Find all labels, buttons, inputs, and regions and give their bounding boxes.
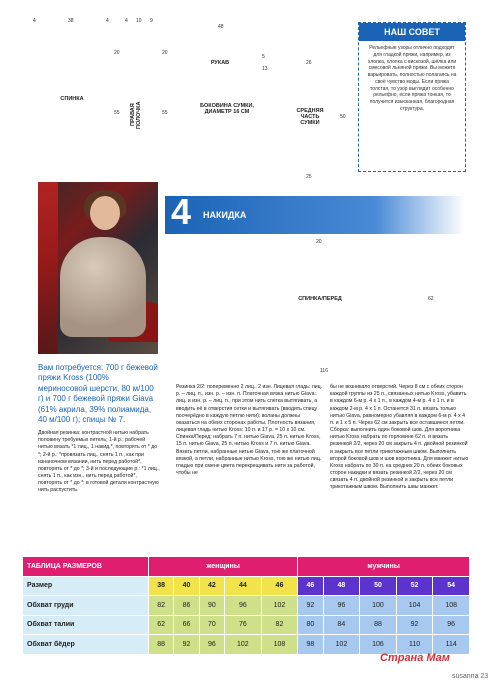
cell: 104 [396,596,433,616]
cell: 54 [433,576,470,596]
cell: 46 [261,576,298,596]
materials-text: Вам потребуется: 700 г бежевой пряжи Kross (100% мериносовой шерсти, 80 м/100 г) и 700 г бежевой пряжи Giava (61% акрила, 39% полиамида, 40 м/100 г); спицы № 7. [38,363,158,424]
row-label: Обхват талии [23,615,149,635]
cell: 76 [225,615,262,635]
cell: 62 [149,615,174,635]
cell: 92 [174,635,199,655]
page-signature: susanna 23 [452,673,489,680]
size-table-header [23,557,470,577]
cape-dim-top: 20 [316,239,322,245]
cell: 92 [298,596,323,616]
cell: 50 [360,576,397,596]
cell: 48 [323,576,360,596]
cell: 70 [199,615,224,635]
cell: 80 [298,615,323,635]
cell: 38 [149,576,174,596]
row-label: Обхват груди [23,596,149,616]
bag-side-label: БОКОВИНА СУМКИ, ДИАМЕТР 16 СМ [199,103,254,116]
cell: 44 [225,576,262,596]
dim-bag-width: 26 [306,60,312,66]
cell: 96 [323,596,360,616]
cell: 82 [149,596,174,616]
cape-label: СПИНКА/ПЕРЕД [298,296,342,302]
cell: 88 [149,635,174,655]
photo-neon-sign [38,182,58,354]
cell: 88 [360,615,397,635]
instructions-column-2: Резинка 2/2: попеременно 2 лиц., 2 изн. Лицевая гладь: лиц. р. – лиц. п., изн. р. – изн. п. Платочная вязка нитью Giava: лиц. и изн. р. – лиц. п., при этом нить слегка вытягивать, а вводить её в отверстия сетки и вытягивать (вводить спицу поочерёдно в каждую петлю нити); воланы должны оказаться на обеих сторонах работы. Плотность вязания, лицевая гладь нитью Kross: 10 п. и 17 р. = 10 х 10 см. Спинка/Перед: набрать 7 п. нитью Giava, 25 п. нитью Kross, 15 п. нитью Giava, 25 п. нитью Kross и 7 п. нитью Giava. Вязать петли, набранные нитью Giava, тою же платочной вязкой, а петли, набранные нитью Kross, тою же нитью лиц. гладью при смене цвета перекрещивать нити за работой, чтобы не [176,384,323,477]
cell: 106 [360,635,397,655]
row-label: Размер [23,576,149,596]
dim-sleeve-a: 5 [262,54,265,60]
cell: 86 [174,596,199,616]
table-row [23,615,470,635]
cell: 102 [261,596,298,616]
bag-mid-label: СРЕДНЯЯ ЧАСТЬ СУМКИ [296,108,324,127]
cell: 84 [323,615,360,635]
size-table-men-header: мужчины [298,557,470,577]
section-number: 4 [171,191,192,232]
photo-face [90,196,120,230]
front-label: ПРАВАЯ ПОЛОЧКА [130,101,143,129]
sleeve-label: РУКАВ [210,60,230,66]
cell: 66 [174,615,199,635]
cell: 110 [396,635,433,655]
dim-front-b: 10 [136,18,142,24]
cape-dim-side: 62 [428,296,434,302]
dim-back-left: 4 [33,18,36,24]
cell: 82 [261,615,298,635]
size-table [22,556,470,655]
cell: 96 [433,615,470,635]
tip-box [358,22,466,172]
dim-front-a: 4 [125,18,128,24]
photo-cape [60,237,146,337]
back-label: СПИНКА [60,96,84,102]
table-row [23,596,470,616]
size-table-title: ТАБЛИЦА РАЗМЕРОВ [23,557,149,577]
cell: 102 [323,635,360,655]
dim-front-height: 55 [162,110,168,116]
cell: 102 [225,635,262,655]
instructions-column-1: Двойная резинка: контрастной нитью набрать половину требуемых петель; 1-й р.: рабочей нитью вязать *1 лиц., 1 накид.*, повторять от * до *; 2-й р.: *провязать лиц., снять 1 п., как при изнаночном вязании, нить перед работой*, повторять от * до *; 3-й и последующие р.: *1 лиц., снять 1 п., как изн., нить перед работой*, повторять от * до *; в готовой детали контрастную нить распустить. [38,430,160,494]
section-title: НАКИДКА [203,210,247,220]
dim-back-height: 55 [114,110,120,116]
model-photo [38,182,158,354]
cell: 114 [433,635,470,655]
cell: 108 [433,596,470,616]
cell: 52 [396,576,433,596]
dim-back-right: 4 [106,18,109,24]
table-row [23,576,470,596]
cell: 92 [396,615,433,635]
dim-front-c: 9 [150,18,153,24]
instructions-column-3: бы не возникало отверстий. Через 8 см с обеих сторон каждой группы из 25 п., связанных нитью Kross, убавить в каждом 6-м р. 4 х 1 п., в каждом 4-м р. 4 х 1 п. и в каждом 2-м р. 4 х 1 п. Останется 31 п. вязать только нитью Giava, равномерно убавляя в каждом 6-м р. 4 х 4 п. и 1 х 5 п. Через 62 см закрыть все оставшиеся петли. Сборка: выполнить один боковой шов. Для воротника нитью Kross набрать по горловине 62 п. и вязать резинкой 2/2, через 20 см закрыть 4 п. двойной резинкой и закрыть все петли трикотажным швом. Выполнить второй боковой шов и шов воротника. Для манжет нитью Kross набрать по 30 п. на средних 20 п. обеих боковых сторон накидки и вязать резинкой 2/2, через 20 см связать 4 п. двойной резинкой и закрыть все петли трикотажным швом. Выполнить швы манжет. [330,384,469,491]
cell: 108 [261,635,298,655]
cell: 98 [298,635,323,655]
cape-dim-bottom: 116 [320,368,328,374]
dim-front-top: 20 [162,50,168,56]
tip-title: НАШ СОВЕТ [359,23,465,41]
watermark-logo: Страна Мам [380,652,450,664]
cell: 96 [225,596,262,616]
cell: 42 [199,576,224,596]
dim-sleeve-b: 13 [262,66,268,72]
tip-text: Рельефные узоры отлично подходят для гладкой пряжи, например, из хлопка, хлопка с вискозой, шёлка или смесовой льняной пряжи. Вы можете варьировать, полностью полагаясь на своё чувство моды. Если пряжа толстая, то узор выглядит особенно рельефно, если пряжа тонкая, то получится изысканная, благородная структура. [367,45,457,112]
cell: 90 [199,596,224,616]
size-table-women-header: женщины [149,557,298,577]
row-label: Обхват бёдер [23,635,149,655]
cell: 100 [360,596,397,616]
dim-bag-height: 50 [340,114,346,120]
dim-back-width: 38 [68,18,74,24]
dim-back-top: 20 [114,50,120,56]
dim-bag-bottom: 25 [306,174,312,180]
cell: 46 [298,576,323,596]
dim-sleeve-width: 48 [218,24,224,30]
cell: 96 [199,635,224,655]
cell: 40 [174,576,199,596]
